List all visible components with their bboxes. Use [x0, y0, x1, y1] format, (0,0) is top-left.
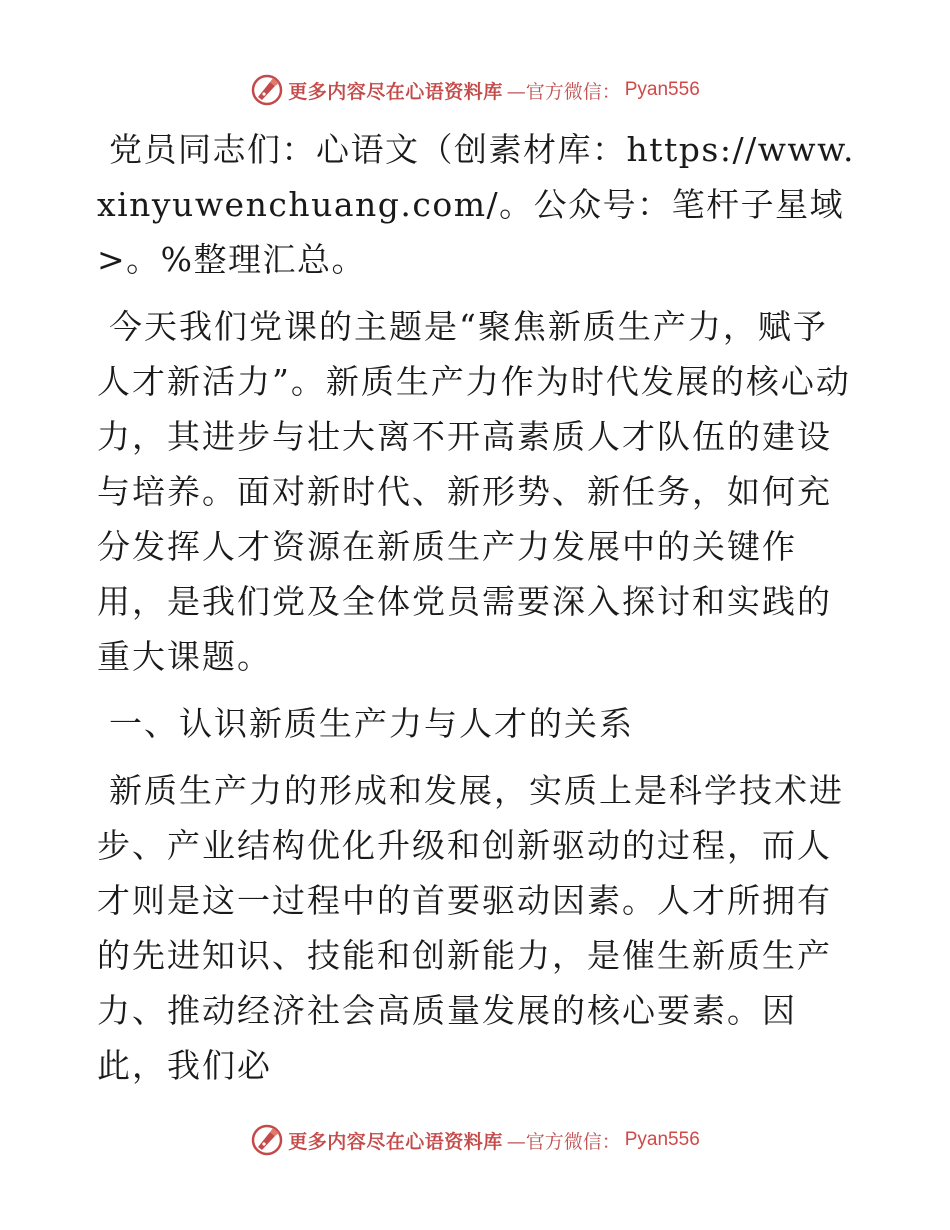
relation-paragraph: 新质生产力的形成和发展，实质上是科学技术进步、产业结构优化升级和创新驱动的过程，而人才则是这一过程中的首要驱动因素。人才所拥有的先进知识、技能和创新能力，是催生新质生产力、推动经济社会高质量发展的核心要素。因此，我们必 [97, 771, 844, 1085]
banner-more-text: 更多内容尽在心语资料库 [288, 1130, 503, 1153]
header-banner [0, 70, 950, 110]
banner-more-text: 更多内容尽在心语资料库 [288, 80, 503, 103]
banner-wechat-id: Pyan556 [624, 1129, 700, 1150]
section-heading: 一、认识新质生产力与人才的关系 [109, 704, 634, 743]
footer-banner [0, 1120, 950, 1160]
pen-nib-logo-icon [250, 1123, 284, 1157]
banner-official-label: —官方微信： [506, 80, 621, 103]
intro-paragraph: 党员同志们：心语文（创素材库：https://www.xinyuwenchuang.com/。公众号：笔杆子星域>。%整理汇总。 [97, 130, 856, 279]
pen-nib-logo-icon [250, 73, 284, 107]
document-body [97, 122, 857, 1105]
banner-official-label: —官方微信： [506, 1130, 621, 1153]
banner-wechat-id: Pyan556 [624, 79, 700, 100]
theme-paragraph: 今天我们党课的主题是“聚焦新质生产力，赋予人才新活力”。新质生产力作为时代发展的核心动力，其进步与壮大离不开高素质人才队伍的建设与培养。面对新时代、新形势、新任务，如何充分发挥人才资源在新质生产力发展中的关键作用，是我们党及全体党员需要深入探讨和实践的重大课题。 [97, 307, 851, 676]
